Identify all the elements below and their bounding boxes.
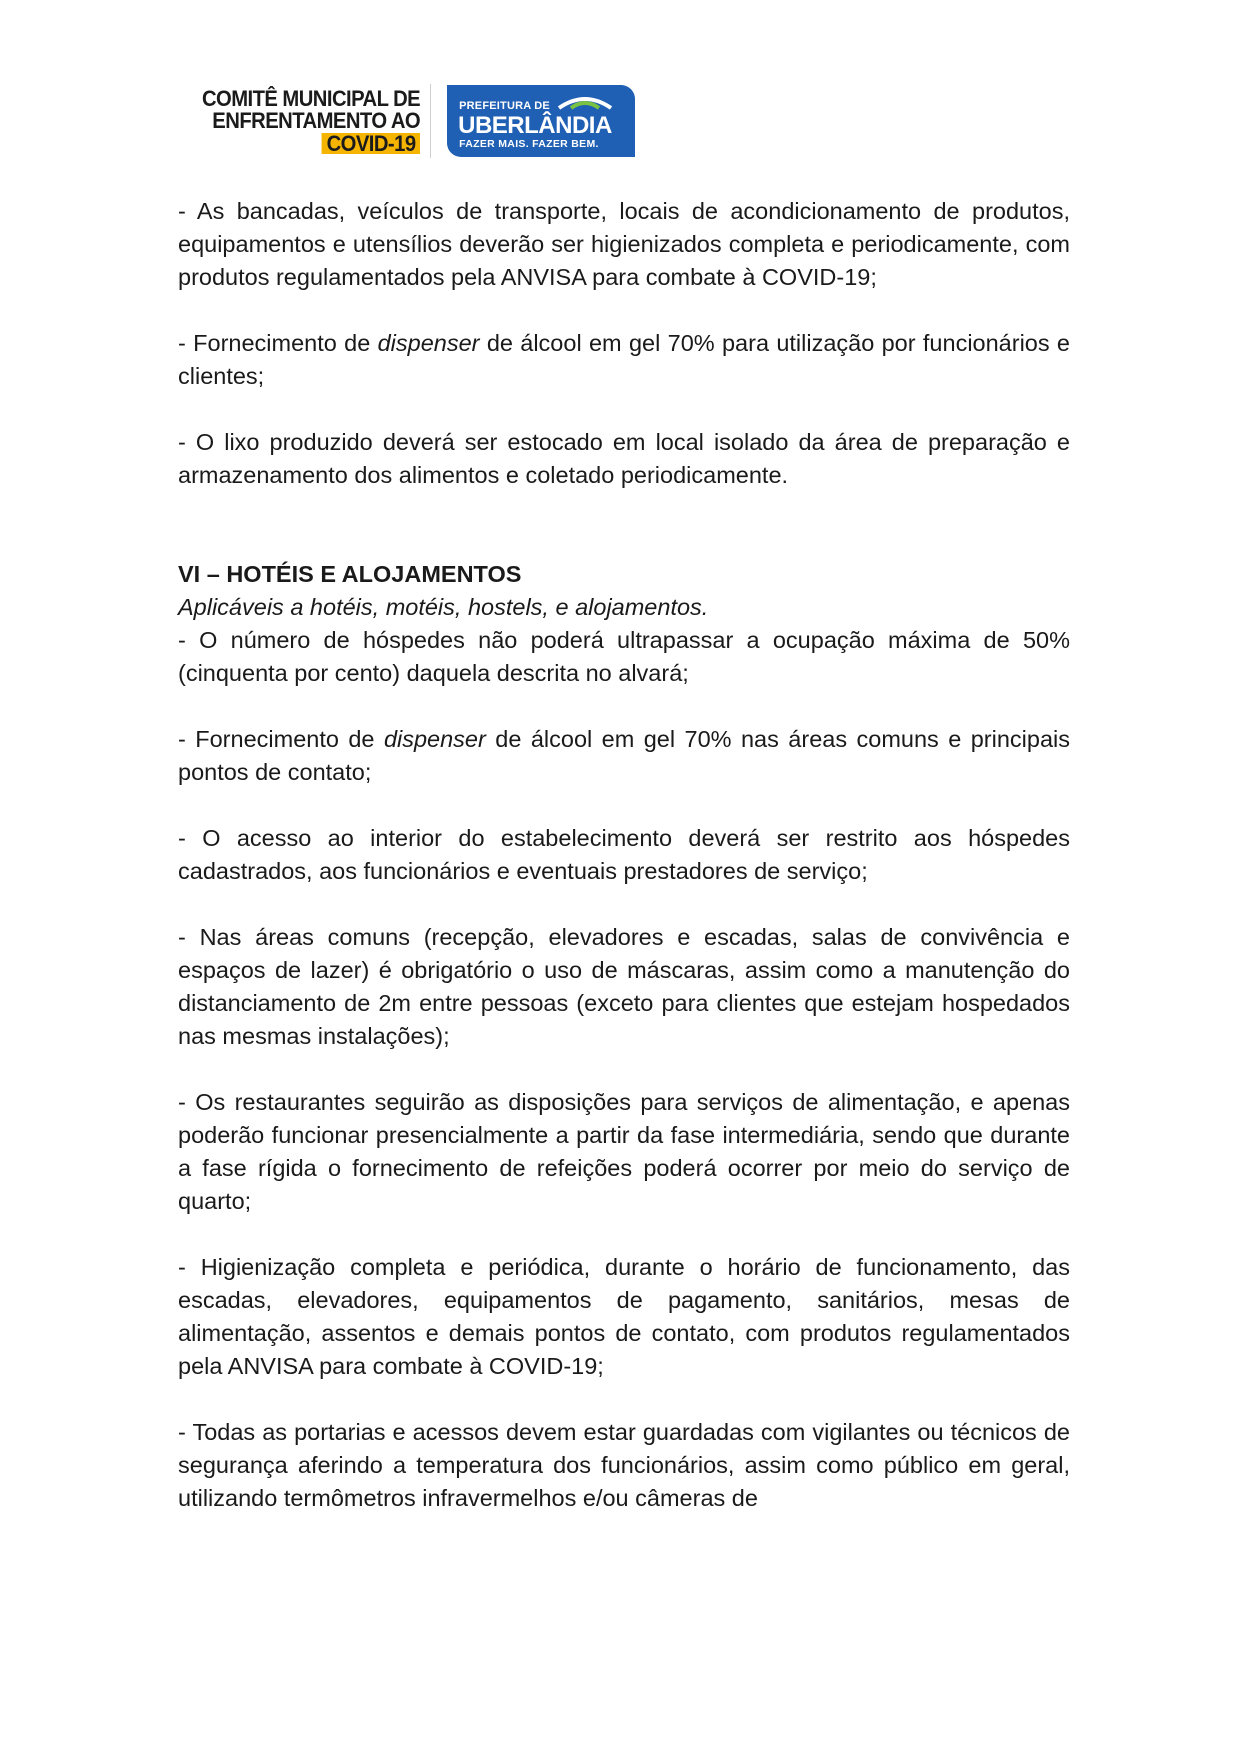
paragraph: - O número de hóspedes não poderá ultrapassar a ocupação máxima de 50% (cinquenta por cento) daquela descrita no alvará; [178,627,1070,686]
section-subtitle: Aplicáveis a hotéis, motéis, hostels, e alojamentos. [178,594,709,620]
prefeitura-logo [447,85,635,157]
document-body [178,195,1070,1515]
page-header [183,84,635,158]
paragraph: - Fornecimento de dispenser de álcool em gel 70% para utilização por funcionários e clientes; [178,330,1070,389]
paragraph: - Nas áreas comuns (recepção, elevadores e escadas, salas de convivência e espaços de lazer) é obrigatório o uso de máscaras, assim como a manutenção do distanciamento de 2m entre pessoas (exceto para clientes que estejam hospedados nas mesmas instalações); [178,924,1070,1049]
committee-logo-covid: COVID-19 [322,133,420,154]
prefeitura-arc-icon [557,92,613,110]
paragraph: - O acesso ao interior do estabelecimento deverá ser restrito aos hóspedes cadastrados, aos funcionários e eventuais prestadores de serviço; [178,825,1070,884]
paragraph: - Fornecimento de dispenser de álcool em gel 70% nas áreas comuns e principais pontos de contato; [178,726,1070,785]
committee-logo-line1: COMITÊ MUNICIPAL DE [201,86,421,111]
prefeitura-logo-slogan: FAZER MAIS. FAZER BEM. [459,138,599,150]
paragraph: - As bancadas, veículos de transporte, locais de acondicionamento de produtos, equipamentos e utensílios deverão ser higienizados completa e periodicamente, com produtos regulamentados pela ANVISA para combate à COVID-19; [178,198,1070,290]
paragraph: - O lixo produzido deverá ser estocado em local isolado da área de preparação e armazenamento dos alimentos e coletado periodicamente. [178,429,1070,488]
committee-logo [202,88,420,154]
paragraph: - Os restaurantes seguirão as disposições para serviços de alimentação, e apenas poderão funcionar presencialmente a partir da fase intermediária, sendo que durante a fase rígida o fornecimento de refeições poderá ocorrer por meio do serviço de quarto; [178,1089,1070,1214]
prefeitura-logo-pre: PREFEITURA DE [459,100,550,112]
prefeitura-logo-city: UBERLÂNDIA [458,112,612,139]
committee-logo-line2: ENFRENTAMENTO AO [212,108,421,133]
logo-divider [430,84,431,158]
paragraph: - Todas as portarias e acessos devem estar guardadas com vigilantes ou técnicos de segurança aferindo a temperatura dos funcionários, assim como público em geral, utilizando termômetros infravermelhos e/ou câmeras de [178,1419,1070,1511]
section-title: VI – HOTÉIS E ALOJAMENTOS [178,561,522,587]
paragraph: - Higienização completa e periódica, durante o horário de funcionamento, das escadas, elevadores, equipamentos de pagamento, sanitários, mesas de alimentação, assentos e demais pontos de contato, com produtos regulamentados pela ANVISA para combate à COVID-19; [178,1254,1070,1379]
